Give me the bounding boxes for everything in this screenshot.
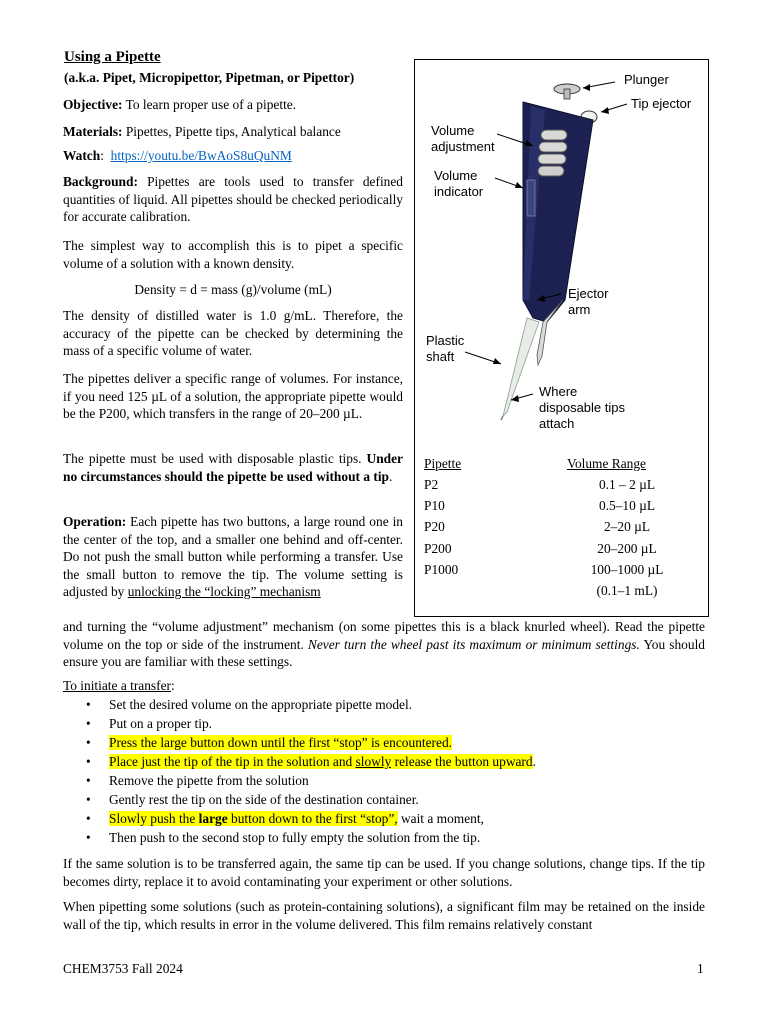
step-text: Then push to the second stop to fully empty the solution from the tip. (109, 830, 481, 845)
table-cell-range: 100–1000 µL (590, 562, 664, 577)
list-item (109, 752, 709, 771)
step-text: Remove the pipette from the solution (109, 773, 309, 788)
table-header-pipette: Pipette (424, 456, 462, 471)
materials-label: Materials: (63, 124, 123, 139)
table-cell-range: 2–20 µL (603, 519, 651, 534)
label-tips-line3: attach (539, 416, 575, 431)
operation-label: Operation: (63, 514, 127, 529)
watch-label: Watch (63, 148, 101, 163)
label-volume-adjustment-line1: Volume (431, 123, 475, 138)
volume-indicator-window (527, 180, 535, 216)
operation-warning: Never turn the wheel past its maximum or minimum settings. (307, 636, 640, 652)
operation-paragraph-cont (63, 618, 705, 671)
label-plastic-shaft-line2: shaft (426, 349, 455, 364)
step-text: Set the desired volume on the appropriate pipette model. (109, 697, 413, 712)
label-plunger: Plunger (624, 72, 669, 87)
step-text-highlighted: button down to the first “stop”, (227, 811, 398, 826)
plastic-shaft (503, 318, 539, 416)
transfer-heading (63, 677, 175, 695)
label-tip-ejector: Tip ejector (631, 96, 692, 111)
operation-locking: unlocking the “locking” mechanism (127, 584, 321, 599)
operation-paragraph (63, 513, 403, 601)
table-cell-range-ml: (0.1–1 mL) (596, 583, 658, 598)
density-equation: Density = d = mass (g)/volume (mL) (134, 282, 332, 297)
table-cell-pipette: P20 (424, 519, 445, 534)
table-cell-pipette: P200 (424, 541, 452, 556)
label-tips-line1: Where (539, 384, 578, 399)
objective-label: Objective: (63, 97, 123, 112)
list-item (109, 733, 709, 752)
footer-page-number: 1 (697, 961, 704, 976)
background-paragraph (63, 173, 403, 226)
label-tips-line2: disposable tips (539, 400, 625, 415)
tips-period: . (389, 468, 393, 484)
step-text: . (532, 754, 536, 769)
table-cell-range: 20–200 µL (597, 541, 657, 556)
deliver-paragraph: The pipettes deliver a specific range of volumes. For instance, if you need 125 µL of a solution, the appropriate pipette would be the P200, which transfers in the range of 20–200 µL. (63, 371, 403, 421)
list-item (109, 771, 709, 790)
step-text-highlighted: Place just the tip of the tip in the solution and (109, 754, 356, 769)
background-label: Background: (63, 174, 138, 189)
volume-wheel (541, 130, 567, 140)
label-volume-indicator (434, 168, 483, 200)
step-text-highlighted-bold: large (198, 811, 228, 826)
simplest-paragraph: The simplest way to accomplish this is to pipet a specific volume of a solution with a known density. (63, 238, 403, 271)
operation-text-a: Each pipette has two buttons, a large round one in the center of the top, and a smaller one behind and off-center. Do not push the small button while performing a transfer. Use the small button to remove the tip. The volume setting is adjusted by (63, 514, 403, 599)
label-volume-adjustment (431, 123, 495, 155)
document-title: Using a Pipette (64, 49, 161, 65)
tips-paragraph (63, 450, 403, 485)
label-ejector-arm-line2: arm (568, 302, 591, 317)
materials-line (63, 123, 403, 141)
watch-line (63, 147, 403, 165)
footer-course: CHEM3753 Fall 2024 (63, 961, 183, 976)
objective-text: To learn proper use of a pipette. (122, 97, 297, 112)
video-link[interactable]: https://youtu.be/BwAoS8uQuNM (110, 148, 292, 163)
list-item (109, 714, 709, 733)
step-text-highlighted: release the button upward (391, 754, 533, 769)
transfer-heading-colon: : (171, 678, 175, 693)
table-cell-pipette: P10 (424, 498, 445, 513)
materials-text: Pipettes, Pipette tips, Analytical balance (122, 124, 341, 139)
pipette-volume-table (424, 453, 704, 603)
table-cell-range: 0.5–10 µL (598, 498, 656, 513)
label-ejector-arm-line1: Ejector (568, 286, 609, 301)
operation-text-c: You should ensure you are familiar with these settings. (63, 636, 705, 669)
transfer-steps-list (63, 695, 709, 847)
step-text-highlighted: Press the large button down until the first “stop” is encountered. (109, 735, 453, 750)
tips-text: The pipette must be used with disposable plastic tips. (63, 451, 367, 466)
film-paragraph: When pipetting some solutions (such as protein-containing solutions), a significant film may be retained on the inside wall of the tip, which results in error in the volume delivered. This film remains relatively constant (63, 899, 705, 932)
table-header-volume: Volume Range (567, 456, 646, 471)
subtitle-aka: (a.k.a. Pipet, Micropipettor, Pipetman, or Pipettor) (64, 70, 355, 85)
list-item (109, 790, 709, 809)
step-text-highlighted: Slowly push the (109, 811, 199, 826)
step-text: Put on a proper tip. (109, 716, 213, 731)
label-tips-attach (539, 384, 625, 432)
transfer-heading-text: To initiate a transfer (63, 678, 172, 693)
same-solution-paragraph: If the same solution is to be transferred again, the same tip can be used. If you change solutions, change tips. If the tip becomes dirty, replace it to avoid contaminating your experiment or other solutions. (63, 856, 705, 889)
tips-warning: Under no circumstances should the pipette be used without a tip (63, 451, 403, 484)
table-cell-pipette: P1000 (424, 562, 459, 577)
list-item (109, 695, 709, 714)
operation-text-b: and turning the “volume adjustment” mechanism (on some pipettes this is a black knurled wheel). Read the pipette volume on the top or side of the instrument. (63, 619, 705, 652)
objective-line (63, 96, 403, 114)
label-plastic-shaft-line1: Plastic (426, 333, 465, 348)
density-paragraph: The density of distilled water is 1.0 g/mL. Therefore, the accuracy of the pipette can be checked by determining the mass of a specific volume of water. (63, 308, 403, 358)
label-ejector-arm (568, 286, 608, 318)
list-item (109, 809, 709, 828)
table-cell-range: 0.1 – 2 µL (598, 477, 656, 492)
table-cell-pipette: P2 (424, 477, 439, 492)
list-item (109, 828, 709, 847)
watch-sep: : (100, 148, 111, 163)
label-plastic-shaft (426, 333, 464, 365)
step-text: Gently rest the tip on the side of the destination container. (109, 792, 419, 807)
background-text: Pipettes are tools used to transfer defined quantities of liquid. All pipettes should be checked periodically for accurate calibration. (63, 174, 403, 224)
label-volume-adjustment-line2: adjustment (431, 139, 495, 154)
label-volume-indicator-line2: indicator (434, 184, 484, 199)
label-volume-indicator-line1: Volume (434, 168, 478, 183)
pipette-figure-box (414, 59, 709, 617)
step-text-highlighted-underlined: slowly (355, 754, 392, 769)
step-text: wait a moment, (397, 811, 484, 826)
